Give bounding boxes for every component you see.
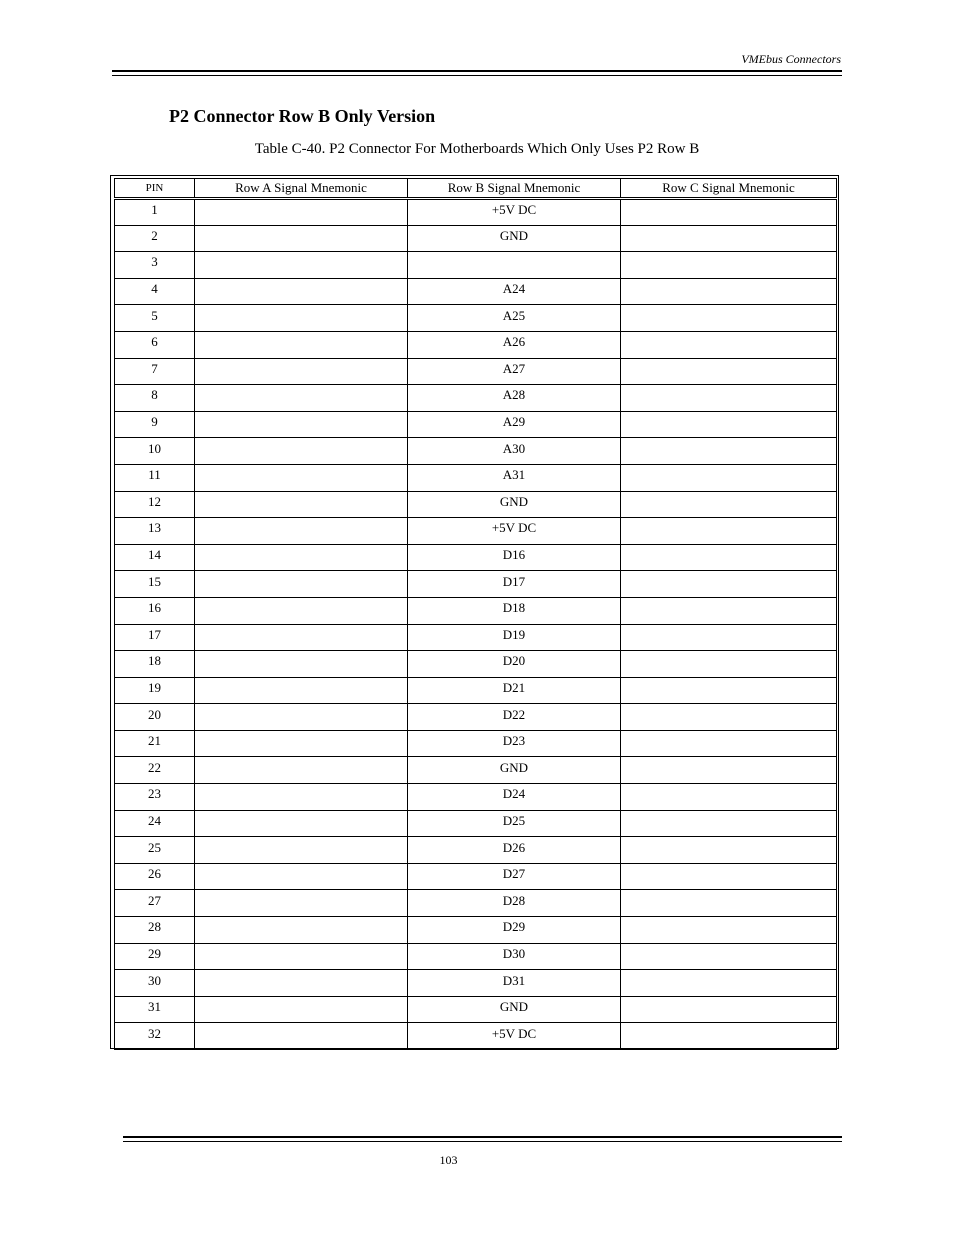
- pin-cell: 8: [115, 385, 195, 412]
- column-header-pin: PIN: [115, 179, 195, 199]
- row-a-cell: [195, 305, 408, 332]
- row-c-cell: [621, 199, 837, 226]
- row-a-cell: [195, 810, 408, 837]
- row-b-cell: D16: [408, 544, 621, 571]
- table-row: [115, 757, 837, 784]
- table-row: [115, 943, 837, 970]
- row-c-cell: [621, 810, 837, 837]
- row-a-cell: [195, 677, 408, 704]
- table-row: [115, 199, 837, 226]
- row-c-cell: [621, 677, 837, 704]
- row-a-cell: [195, 784, 408, 811]
- table-row: [115, 438, 837, 465]
- row-a-cell: [195, 518, 408, 545]
- table-row: [115, 917, 837, 944]
- pin-cell: 20: [115, 704, 195, 731]
- row-a-cell: [195, 917, 408, 944]
- table-row: [115, 677, 837, 704]
- pin-cell: 14: [115, 544, 195, 571]
- table-row: [115, 571, 837, 598]
- row-b-cell: A26: [408, 331, 621, 358]
- row-a-cell: [195, 331, 408, 358]
- row-c-cell: [621, 757, 837, 784]
- row-b-cell: A27: [408, 358, 621, 385]
- table-row: [115, 651, 837, 678]
- row-c-cell: [621, 278, 837, 305]
- pin-cell: 31: [115, 996, 195, 1023]
- row-b-cell: A30: [408, 438, 621, 465]
- row-a-cell: [195, 544, 408, 571]
- row-c-cell: [621, 464, 837, 491]
- row-b-cell: D30: [408, 943, 621, 970]
- table-row: [115, 890, 837, 917]
- table-row: [115, 225, 837, 252]
- pin-cell: 6: [115, 331, 195, 358]
- pin-assignment-table: [114, 178, 837, 1050]
- table-row: [115, 784, 837, 811]
- column-header-row-a: Row A Signal Mnemonic: [195, 179, 408, 199]
- table-row: [115, 385, 837, 412]
- pin-cell: 16: [115, 597, 195, 624]
- row-a-cell: [195, 464, 408, 491]
- row-a-cell: [195, 704, 408, 731]
- table-row: [115, 837, 837, 864]
- row-a-cell: [195, 278, 408, 305]
- row-c-cell: [621, 411, 837, 438]
- table-row: [115, 597, 837, 624]
- row-c-cell: [621, 704, 837, 731]
- pin-cell: 23: [115, 784, 195, 811]
- row-b-cell: GND: [408, 757, 621, 784]
- pin-cell: 26: [115, 863, 195, 890]
- row-b-cell: D27: [408, 863, 621, 890]
- page-number: 103: [439, 1153, 458, 1167]
- row-b-cell: D25: [408, 810, 621, 837]
- row-a-cell: [195, 438, 408, 465]
- row-c-cell: [621, 518, 837, 545]
- row-c-cell: [621, 863, 837, 890]
- pin-cell: 27: [115, 890, 195, 917]
- row-b-cell: A25: [408, 305, 621, 332]
- pin-cell: 17: [115, 624, 195, 651]
- table-row: [115, 996, 837, 1023]
- row-a-cell: [195, 1023, 408, 1050]
- pin-cell: 12: [115, 491, 195, 518]
- footer-rule-thin: [123, 1141, 842, 1142]
- running-header: VMEbus Connectors: [741, 52, 841, 66]
- row-b-cell: A29: [408, 411, 621, 438]
- row-c-cell: [621, 305, 837, 332]
- row-a-cell: [195, 943, 408, 970]
- table-row: [115, 704, 837, 731]
- row-c-cell: [621, 438, 837, 465]
- table-row: [115, 970, 837, 997]
- row-c-cell: [621, 917, 837, 944]
- row-a-cell: [195, 837, 408, 864]
- row-a-cell: [195, 730, 408, 757]
- section-title: P2 Connector Row B Only Version: [169, 106, 436, 126]
- row-c-cell: [621, 491, 837, 518]
- table-row: [115, 411, 837, 438]
- row-b-cell: +5V DC: [408, 518, 621, 545]
- row-b-cell: D26: [408, 837, 621, 864]
- row-c-cell: [621, 651, 837, 678]
- row-c-cell: [621, 730, 837, 757]
- table-row: [115, 730, 837, 757]
- row-a-cell: [195, 225, 408, 252]
- row-b-cell: D24: [408, 784, 621, 811]
- row-b-cell: +5V DC: [408, 1023, 621, 1050]
- pin-cell: 18: [115, 651, 195, 678]
- pin-cell: 24: [115, 810, 195, 837]
- pin-cell: 32: [115, 1023, 195, 1050]
- row-b-cell: D18: [408, 597, 621, 624]
- row-a-cell: [195, 358, 408, 385]
- table-row: [115, 305, 837, 332]
- row-c-cell: [621, 252, 837, 279]
- pin-cell: 9: [115, 411, 195, 438]
- row-c-cell: [621, 571, 837, 598]
- table-row: [115, 518, 837, 545]
- row-c-cell: [621, 624, 837, 651]
- table-row: [115, 491, 837, 518]
- table-row: [115, 624, 837, 651]
- header-rule-thin: [112, 75, 842, 76]
- row-c-cell: [621, 358, 837, 385]
- row-a-cell: [195, 385, 408, 412]
- table-row: [115, 863, 837, 890]
- row-b-cell: D31: [408, 970, 621, 997]
- row-b-cell: A24: [408, 278, 621, 305]
- pin-cell: 5: [115, 305, 195, 332]
- row-b-cell: GND: [408, 491, 621, 518]
- row-a-cell: [195, 757, 408, 784]
- pin-cell: 7: [115, 358, 195, 385]
- row-b-cell: D19: [408, 624, 621, 651]
- row-b-cell: GND: [408, 996, 621, 1023]
- footer-rule-thick: [123, 1136, 842, 1138]
- table-row: [115, 358, 837, 385]
- row-c-cell: [621, 837, 837, 864]
- row-c-cell: [621, 1023, 837, 1050]
- row-a-cell: [195, 491, 408, 518]
- row-a-cell: [195, 597, 408, 624]
- pin-cell: 13: [115, 518, 195, 545]
- row-b-cell: GND: [408, 225, 621, 252]
- table-row: [115, 331, 837, 358]
- row-b-cell: +5V DC: [408, 199, 621, 226]
- pin-cell: 4: [115, 278, 195, 305]
- pin-cell: 28: [115, 917, 195, 944]
- pin-cell: 10: [115, 438, 195, 465]
- pin-cell: 21: [115, 730, 195, 757]
- row-c-cell: [621, 385, 837, 412]
- pin-cell: 11: [115, 464, 195, 491]
- row-a-cell: [195, 624, 408, 651]
- row-a-cell: [195, 996, 408, 1023]
- table-row: [115, 810, 837, 837]
- row-a-cell: [195, 863, 408, 890]
- row-a-cell: [195, 199, 408, 226]
- row-c-cell: [621, 544, 837, 571]
- row-a-cell: [195, 890, 408, 917]
- row-b-cell: D23: [408, 730, 621, 757]
- column-header-row-c: Row C Signal Mnemonic: [621, 179, 837, 199]
- row-b-cell: D22: [408, 704, 621, 731]
- pin-cell: 1: [115, 199, 195, 226]
- row-a-cell: [195, 571, 408, 598]
- table-caption: Table C-40. P2 Connector For Motherboards Which Only Uses P2 Row B: [254, 141, 700, 157]
- pin-cell: 22: [115, 757, 195, 784]
- table-row: [115, 464, 837, 491]
- row-a-cell: [195, 411, 408, 438]
- table-row: [115, 252, 837, 279]
- table-row: [115, 278, 837, 305]
- table-row: [115, 1023, 837, 1050]
- row-b-cell: D28: [408, 890, 621, 917]
- pin-cell: 30: [115, 970, 195, 997]
- row-c-cell: [621, 225, 837, 252]
- row-c-cell: [621, 996, 837, 1023]
- column-header-row-b: Row B Signal Mnemonic: [408, 179, 621, 199]
- row-b-cell: D20: [408, 651, 621, 678]
- pin-cell: 25: [115, 837, 195, 864]
- row-b-cell: A28: [408, 385, 621, 412]
- row-a-cell: [195, 970, 408, 997]
- row-c-cell: [621, 970, 837, 997]
- row-a-cell: [195, 252, 408, 279]
- table-body: [115, 199, 837, 1050]
- row-c-cell: [621, 331, 837, 358]
- pin-cell: 3: [115, 252, 195, 279]
- row-c-cell: [621, 943, 837, 970]
- row-b-cell: [408, 252, 621, 279]
- row-b-cell: D17: [408, 571, 621, 598]
- row-c-cell: [621, 784, 837, 811]
- pin-cell: 2: [115, 225, 195, 252]
- pin-cell: 19: [115, 677, 195, 704]
- row-b-cell: A31: [408, 464, 621, 491]
- header-rule-thick: [112, 70, 842, 72]
- row-c-cell: [621, 890, 837, 917]
- pin-cell: 15: [115, 571, 195, 598]
- row-b-cell: D21: [408, 677, 621, 704]
- row-a-cell: [195, 651, 408, 678]
- row-b-cell: D29: [408, 917, 621, 944]
- table-row: [115, 544, 837, 571]
- row-c-cell: [621, 597, 837, 624]
- pin-cell: 29: [115, 943, 195, 970]
- table-header-row: [115, 179, 837, 199]
